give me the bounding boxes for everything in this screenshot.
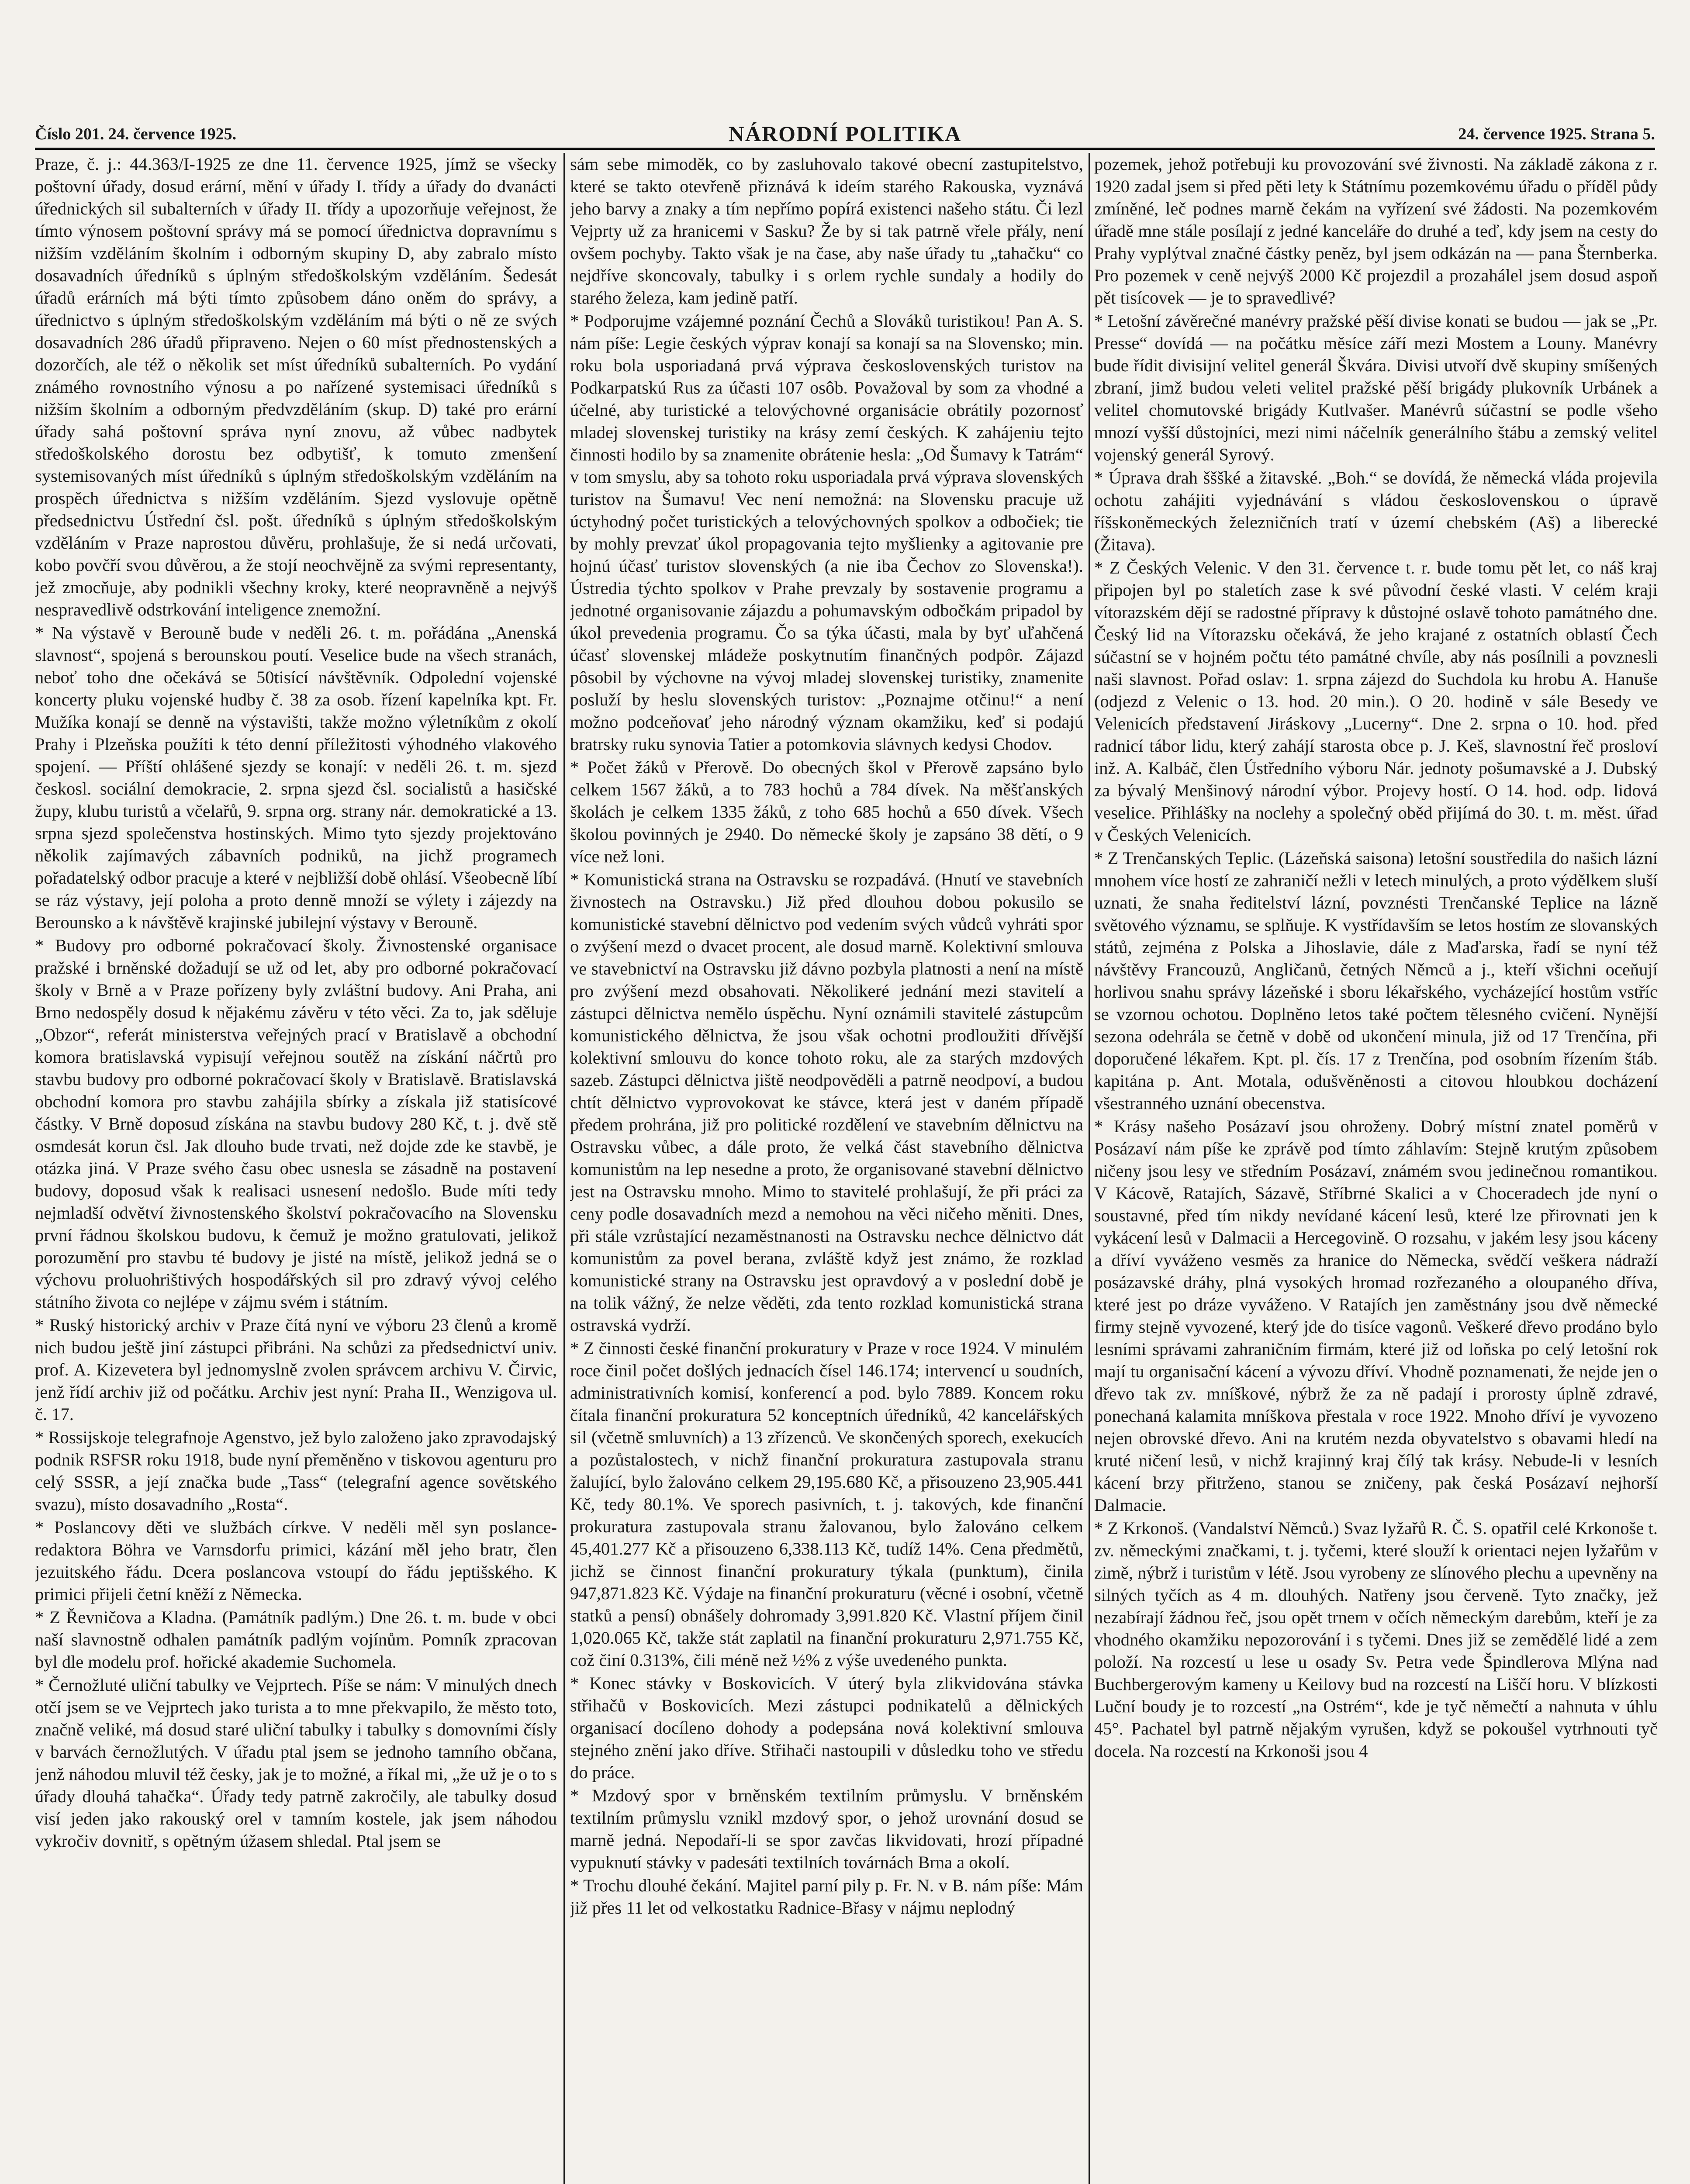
article-paragraph: * Budovy pro odborné pokračovací školy. Živnostenské organisace pražské i brněnské dožadují se už od let, aby pro odborné pokračovací školy v Brně a v Praze pořízeny byly zvláštní budovy. Ani Praha, ani Brno nedospěly dosud k nějakému závěru v této věci. Za to, jak sděluje „Obzor“, referát ministerstva veřejných prací v Bratislavě a obchodní komora bratislavská vypisují veřejnou soutěž na získání náčrtů pro stavbu budovy pro odborné pokračovací školy v Bratislavě. Bratislavská obchodní komora pro stavbu zahájila sbírky a získala již statisícové částky. V Brně doposud získána na stavbu budovy 280 Kč, t. j. dvě stě osmdesát korun čsl. Jak dlouho bude trvati, než dojde zde ke stavbě, je otázka jiná. V Praze svého času obec usnesla se zásadně na postavení budovy, doposud však k realisaci usnesení nedošlo. Bude míti tedy nejmladší odvětví živnostenského školství pokračovacího na Slovensku první řádnou školskou budovu, k čemuž je možno gratulovati, jelikož porozumění pro stavbu té budovy je jisté na místě, jelikož jedná se o výchovu proluohrištivých hospodářských sil pro zdravý vývoj celého státního života co nejlépe v zájmu svém i státním. [35,936,557,1312]
article-paragraph: * Konec stávky v Boskovicích. V úterý byla zlikvidována stávka střihačů v Boskovicích. Mezi zástupci podnikatelů a dělnických organisací docíleno dohody a podepsána nová kolektivní smlouva stejného znění jako dříve. Střihači nastoupili v důsledku toho ve středu do práce. [570,1673,1083,1782]
date-page-number: 24. července 1925. Strana 5. [1458,125,1655,143]
article-paragraph: * Úprava drah šššké a žitavské. „Boh.“ se dovídá, že německá vláda projevila ochotu zahájiti vyjednávání s vládou československou o úpravě říšskoněmeckých železničních tratí v území chebském (Aš) a liberecké (Žitava). [1094,468,1658,554]
article-paragraph: * Rossijskoje telegrafnoje Agenstvo, jež bylo založeno jako zpravodajský podnik RSFSR roku 1918, bude nyní přeměněno v tiskovou agenturu pro celý SSSR, a její značka bude „Tass“ (telegrafní agence sovětského svazu), místo dosavadního „Rosta“. [35,1427,557,1514]
column-divider [563,153,565,2184]
article-paragraph: * Mzdový spor v brněnském textilním průmyslu. V brněnském textilním průmyslu vznikl mzdový spor, o jehož urovnání dosud se marně jedná. Nepodaří-li se spor zavčas likvidovati, hrozí případné vypuknutí stávky v padesáti textilních továrnách Brna a okolí. [570,1786,1083,1872]
issue-number: Číslo 201. 24. července 1925. [35,125,237,143]
article-paragraph: pozemek, jehož potřebuji ku provozování své živnosti. Na základě zákona z r. 1920 zadal jsem si před pěti lety k Státnímu pozemkovému úřadu o příděl půdy zmíněné, leč podnes marně čekám na vyřízení své žádosti. Na pozemkovém úřadě mne stále posílají z jedné kanceláře do druhé a teď, kdy jsem na cesty do Prahy vyplýtval značné částky peněz, byl jsem odkázán na — pana Šternberka. Pro pozemek v ceně nejvýš 2000 Kč projezdil a prozahálel jsem dosud aspoň pět tisícovek — je to spravedlivé? [1094,154,1658,308]
header-rule [35,148,1655,150]
text-column-2 [570,153,1083,2184]
article-paragraph: * Ruský historický archiv v Praze čítá nyní ve výboru 23 členů a kromě nich budou ještě jiní zástupci přibráni. Na schůzi za předsednictví univ. prof. A. Kizevetera byl jednomyslně zvolen správcem archivu V. Čirvic, jenž řídí archiv již od počátku. Archiv jest nyní: Praha II., Wenzigova ul. č. 17. [35,1315,557,1424]
article-paragraph: * Z Trenčanských Teplic. (Lázeňská saisona) letošní soustředila do našich lázní mnohem více hostí ze zahraničí nežli v letech minulých, a proto výdělkem sluší uznati, že snaha ředitelství lázní, povznésti Trenčanské Teplice na lázně světového významu, se splňuje. K vystřídavším se letos hostím ze slovanských států, zejména z Polska a Jihoslavie, dále z Maďarska, řadí se nyní též návštěvy Francouzů, Angličanů, četných Němců a j., kteří všichni oceňují horlivou snahu správy lázeňské i sboru lékařského, vycházející hostům vstříc se vzornou ochotou. Doplněno letos také počtem tělesného cvičení. Nynější sezona odehrála se četně v době od ukončení minula, již od 17 Trenčína, při doporučené lékařem. Kpt. pl. čís. 17 z Trenčína, pod osobním řízením štáb. kapitána p. Ant. Motala, odušvěněnosti a citovou hloubkou docházení všestranného uznání obecenstva. [1094,848,1658,1113]
article-paragraph: * Z Řevničova a Kladna. (Památník padlým.) Dne 26. t. m. bude v obci naší slavnostně odhalen památník padlým vojínům. Pomník zpracovan byl dle modelu prof. hořické akademie Suchomela. [35,1607,557,1672]
article-paragraph: * Poslancovy děti ve službách církve. V neděli měl syn poslance-redaktora Böhra ve Varnsdorfu primici, kázání měl jeho bratr, člen jezuitského řádu. Dcera poslancova vstoupí do řádu jeptišského. K primici přijeli četní kněží z Německa. [35,1517,557,1604]
masthead [35,116,1655,146]
article-paragraph: * Krásy našeho Posázaví jsou ohroženy. Dobrý místní znatel poměrů v Posázaví nám píše ke zprávě pod tímto záhlavím: Stejně krutým způsobem ničeny jsou lesy ve středním Posázaví, známém svou jedinečnou romantikou. V Kácově, Ratajích, Sázavě, Stříbrné Skalici a v Choceradech jde nyní o soustavné, před tím nikdy nevídané kácení lesů, které lze přirovnati jen k vykácení lesů v Dalmacii a Hercegovině. O rozsahu, v jakém lesy jsou káceny a dříví vyváženo vesměs za hranice do Německa, svědčí veškera nádraží posázavské dráhy, plná vysokých hromad rozřezaného a oloupaného dříva, které jest po dráze vyváženo. V Ratajích jen zaměstnány jsou dvě německé firmy stejně vyvozené, který jde do tisíce vagonů. Veškeré dřevo prodáno bylo lesními správami zahraničním firmám, které již od loňska po celý letošní rok mají tu organisační kácení a vývozu dříví. Vhodně poznamenati, že nejde jen o dřevo tak zv. mníškové, nýbrž že za ně padají i prorosty úplně zdravé, ponechaná kalamita mníškova přestala v roce 1922. Mnoho dříví je vyvozeno nejen obrovské dřevo. Ani na krutém nezda obyvatelstvo s obavami hledí na kruté ničení lesů, v nichž krajinný kraj čílý tak krásy. Nebude-li v lesních kácení brzy přitrženo, stanou se zničeny, pak česká Posázaví nejhorší Dalmacie. [1094,1116,1658,1515]
article-paragraph: * Z činnosti české finanční prokuratury v Praze v roce 1924. V minulém roce činil počet došlých jednacích čísel 146.174; intervencí u soudních, administrativních komisí, konferencí a pod. bylo 7889. Koncem roku čítala finanční prokuratura 52 konceptních úředníků, 42 kancelářských sil (včetně smluvních) a 13 zřízenců. Ve skončených sporech, exekucích a pozůstalostech, v nichž finanční prokuratura zastupovala stranu žalující, bylo žalováno celkem 29,195.680 Kč, a přisouzeno 23,905.441 Kč, tedy 80.1%. Ve sporech pasivních, t. j. takových, kde finanční prokuratura zastupovala stranu žalovanou, bylo žalováno celkem 45,401.277 Kč a přisouzeno 6,338.113 Kč, tudíž 14%. Cena předmětů, jichž se činnost finanční prokuratury týkala (punktum), činila 947,871.823 Kč. Výdaje na finanční prokuraturu (věcné i osobní, včetně statků a pensí) obnášely dohromady 3,991.820 Kč. Vlastní příjem činil 1,020.065 Kč, takže stát zaplatil na finanční prokuraturu 2,971.755 Kč, což činí 0.313%, čili méně než ½% z výše uvedeného punkta. [570,1338,1083,1670]
article-paragraph: * Podporujme vzájemné poznání Čechů a Slováků turistikou! Pan A. S. nám píše: Legie českých výprav konají sa konají sa na Slovensko; min. roku bola usporiadaná prvá výprava československých turistov na Podkarpatskú Rus za účasti 107 osôb. Považoval by som za vhodné a účelné, aby turistické a telovýchovné organisácie obrátily pozornosť mladej slovenskej turistiky na krásy zemí českých. K zahájeniu tejto činnosti hodilo by sa znamenite obrátenie hesla: „Od Šumavy k Tatrám“ v tom smyslu, aby sa tohoto roku usporiadala prvá výprava slovenských turistov na Šumavu! Vec není nemožná: na Slovensku pracuje už úctyhodný počet turistických a telovýchovných spolkov a odbočiek; tie by mohly prevzať úkol propagovania tejto myšlienky a agitovanie pre hojnú účasť turistov slovenských (a nie iba Čechov zo Slovenska!). Ústredia týchto spolkov v Prahe prevzaly by sostavenie programu a jednotné organisovanie zájazdu a pohumavským odbočkám pripadol by úkol prevedenia programu. Čo sa týka účasti, mala by byť uľahčená účasť slovenskej mládeže poskytnutím finančných podpôr. Zájazd pôsobil by výchovne na vývoj mladej slovenskej turistiky, znamenite posluží by heslu slovenských turistov: „Poznajme otčinu!“ a není možno podceňovať jeho národný význam okamžiku, keď si podajú bratrsky ruku synovia Tatier a potomkovia slávnych kedysi Chodov. [570,311,1083,754]
column-divider [1089,153,1090,2184]
newspaper-title: NÁRODNÍ POLITIKA [728,121,962,146]
article-paragraph: * Komunistická strana na Ostravsku se rozpadává. (Hnutí ve stavebních živnostech na Ostravsku.) Již před dlouhou dobou pokusilo se komunistické stavební dělnictvo pod vedením svých vůdců vyhráti spor o zvýšení mezd o dvacet procent, ale dosud marně. Kolektivní smlouva ve stavebnictví na Ostravsku již dávno pozbyla platnosti a není na místě pro zvýšení mezd obsahovati. Několikeré jednání mezi stavitelí a zástupci dělnictva nemělo úspěchu. Nyní oznámili stavitelé zástupcům komunistického dělnictva, že jsou však ochotni prodloužiti dřívější kolektivní smlouvu do konce tohoto roku, ale za starých mzdových sazeb. Zástupci dělnictva jiště neodpověděli a patrně neodpoví, a budou chtít dělnictvo vyprovokovat ke stávce, která jest v daném případě předem prohrána, již pro politické rozdělení ve stavebním dělnictvu na Ostravsku vůbec, a dále proto, že velká část stavebního dělnictva komunistům na lep nesedne a proto, že organisované stavební dělnictvo jest na Ostravsku mnoho. Mimo to stavitelé prohlašují, že při práci za ceny podle dosavadních mezd a nemohou na věci ničeho měniti. Dnes, při stále vzrůstající nezaměstnanosti na Ostravsku nechce dělnictvo dát komunistům za povel berana, zvláště když jest známo, že rozklad komunistické strany na Ostravsku jest opravdový a v poslední době je na tolik vážný, že nelze věděti, zda tento rozklad komunistická strana ostravská vydrží. [570,870,1083,1335]
text-column-1 [35,153,557,2184]
article-paragraph: * Na výstavě v Berouně bude v neděli 26. t. m. pořádána „Anenská slavnost“, spojená s berounskou poutí. Veselice bude na všech stranách, neboť toho dne očekává se 50tisící návštěvník. Odpolední vojenské koncerty pluku vojenské hudby č. 38 za osob. řízení kapelníka kpt. Fr. Mužíka konají se denně na výstavišti, takže možno výletníkům z okolí Prahy i Plzeňska použíti k této denní příležitosti výhodného vlakového spojení. — Příští ohlášené sjezdy se konají: v neděli 26. t. m. sjezd českosl. sociální demokracie, 2. srpna sjezd čsl. socialistů a hasičské župy, klubu turistů a včelařů, 9. srpna org. strany nár. demokratické a 13. srpna sjezd společenstva hostinských. Mimo tyto sjezdy projektováno několik zajímavých zábavních podniků, na jichž programech pořadatelský odbor pracuje a které v nejbližší době ohlásí. Všeobecně líbí se ráz výstavy, její poloha a proto denně množí se výlety i zájezdy na Berounsko a k návštěvě krajinské jubilejní výstavy v Berouně. [35,623,557,932]
article-paragraph: * Z Krkonoš. (Vandalství Němců.) Svaz lyžařů R. Č. S. opatřil celé Krkonoše t. zv. německými značkami, t. j. tyčemi, které slouží k orientaci nejen lyžařům v zimě, nýbrž i turistům v létě. Jsou vyrobeny ze slínového plechu a upevněny na silných tyčích as 4 m. dlouhých. Natřeny jsou červeně. Tyto značky, jež nezabírají žádnou řeč, jsou opět trnem v očích německým darebům, kteří je za vhodného okamžiku nepozorování i s tyčemi. Dnes již se zemědělé lidé a zem položí. Na rozcestí u lese u osady Sv. Petra vede Špindlerova Mlýna nad Buchbergerovým kameny u Keilovy bud na rozcestí na Liščí horu. V blízkosti Luční boudy je to rozcestí „na Ostrém“, kde je tyč němečtí a nahnuta v úhlu 45°. Pachatel byl patrně nějakým vyrušen, když se pokoušel vytrhnouti tyč docela. Na rozcestí na Krkonoši jsou 4 [1094,1518,1658,1761]
text-column-3 [1094,153,1658,2184]
article-paragraph: * Z Českých Velenic. V den 31. července t. r. bude tomu pět let, co náš kraj připojen byl po staletích zase k své původní české vlasti. V celém kraji vítorazském dějí se radostné přípravy k důstojné oslavě tohoto památného dne. Český lid na Vítorazsku očekává, že jeho krajané z ostatních oblastí Čech súčastní se v hojném počtu této památné chvíle, aby nás posílnili a povznesli naši slavnost. Pořad oslav: 1. srpna zájezd do Suchdola ku hrobu A. Hanuše (odjezd z Velenic o 13. hod. 20 min.). O 20. hodině v sále Besedy ve Velenicích představení Jiráskovy „Lucerny“. Dne 2. srpna o 10. hod. před radnicí tábor lidu, který zahájí starosta obce p. J. Keš, slavnostní řeč prosloví inž. A. Kalbáč, člen Ústředního výboru Nár. jednoty pošumavské a J. Dubský za bývalý Menšinový národní výbor. Projevy hostí. O 14. hod. odp. lidová veselice. Přihlášky na noclehy a společný oběd přijímá do 30. t. m. měst. úřad v Českých Velenicích. [1094,558,1658,845]
article-paragraph: * Trochu dlouhé čekání. Majitel parní pily p. Fr. N. v B. nám píše: Mám již přes 11 let od velkostatku Radnice-Břasy v nájmu neplodný [570,1876,1083,1918]
article-paragraph: * Počet žáků v Přerově. Do obecných škol v Přerově zapsáno bylo celkem 1567 žáků, a to 783 hochů a 784 dívek. Na měšťanských školách je celkem 1335 žáků, z toho 685 hochů a 650 dívek. Všech školou povinných je 2940. Do německé školy je zapsáno 38 dětí, o 9 více než loni. [570,757,1083,866]
article-paragraph: sám sebe mimoděk, co by zasluhovalo takové obecní zastupitelstvo, které se takto otevřeně přiznává k ideím starého Rakouska, vyznává jeho barvy a znaky a tím nepřímo popírá existenci našeho státu. Či lezl Vejprty už za hranicemi v Sasku? Že by si tak patrně vřele přály, není ovšem pochyby. Takto však je na čase, aby naše úřady tu „tahačku“ co nejdříve skoncovaly, tabulky i s orlem rychle sundaly a hodily do starého železa, kam jedině patří. [570,154,1083,308]
article-paragraph: * Černožluté uliční tabulky ve Vejprtech. Píše se nám: V minulých dnech otčí jsem se ve Vejprtech jako turista a to mne překvapilo, že město toto, značně veliké, má dosud staré uliční tabulky i tabulky s domovními čísly v barvách černožlutých. V úřadu ptal jsem se jednoho tamního občana, jenž náhodou mluvil též česky, jak je to možné, a říkal mi, „že už je o to s úřady dlouhá tahačka“. Úřady tedy patrně zakročily, ale tabulky dosud visí jeden jako rakouský orel v tamním kostele, jak jsem náhodou vykročiv dovnitř, s opětným úžasem shledal. Ptal jsem se [35,1675,557,1851]
article-paragraph: Praze, č. j.: 44.363/I-1925 ze dne 11. července 1925, jímž se všecky poštovní úřady, dosud erární, mění v úřady I. třídy a úřady do dvanácti úřednických sil subalterních v úřady II. třídy a upozorňuje veřejnost, že tímto výnosem poštovní správy má se pomocí úřednictva dopravnímu s nižším vzděláním školním i odborným skupiny D, aby zabralo místo dosavadních úředníků s úplným středoškolským vzděláním. Šedesát úřadů erárních má býti tímto způsobem dáno oněm do správy, a úřednictvo s úplným středoškolským vzděláním má býti o ně ze svých dosavadních 286 úřadů připraveno. Nejen o 60 míst přednostenských a dozorčích, ale též o několik set míst úředníků subalterních. Po vydání známého rovnostního výnosu a po nařízené systemisaci úředníků s nižším školním a odborným předvzděláním (skup. D) také pro erární úřady sahá poštovní správa nyní znovu, až vůbec nadbytek středoškolského dorostu bez odbytišť, k tomuto zmenšení systemisovaných míst úředníků s úplným středoškolským vzděláním na prospěch úřednictva s nižším vzděláním. Sjezd vyslovuje opětně předsednictvu Ústřední čsl. pošt. úředníků s úplným středoškolským vzděláním v Praze naprostou důvěru, prohlašuje, že si nedá určovati, kobo povčří svou důvěrou, a že stojí neochvějně za svými representanty, jež zmocňuje, aby podnikli všechny kroky, které neopravněně a nejvýš nespravedlivě odstrkování inteligence znemožní. [35,154,557,619]
article-paragraph: * Letošní závěrečné manévry pražské pěší divise konati se budou — jak se „Pr. Presse“ dovídá — na počátku měsíce září mezi Mostem a Louny. Manévry bude řídit divisijní velitel generál Škvára. Divisi utvoří dvě skupiny smíšených zbraní, jimž budou veleti velitel pražské pěší brigády plukovník Urbánek a velitel chomutovské brigády Kutlvašer. Manévrů súčastní se podle všeho mnozí vyšší důstojníci, mezi nimi náčelník generálního štábu a zemský velitel vojenský generál Syrový. [1094,311,1658,464]
